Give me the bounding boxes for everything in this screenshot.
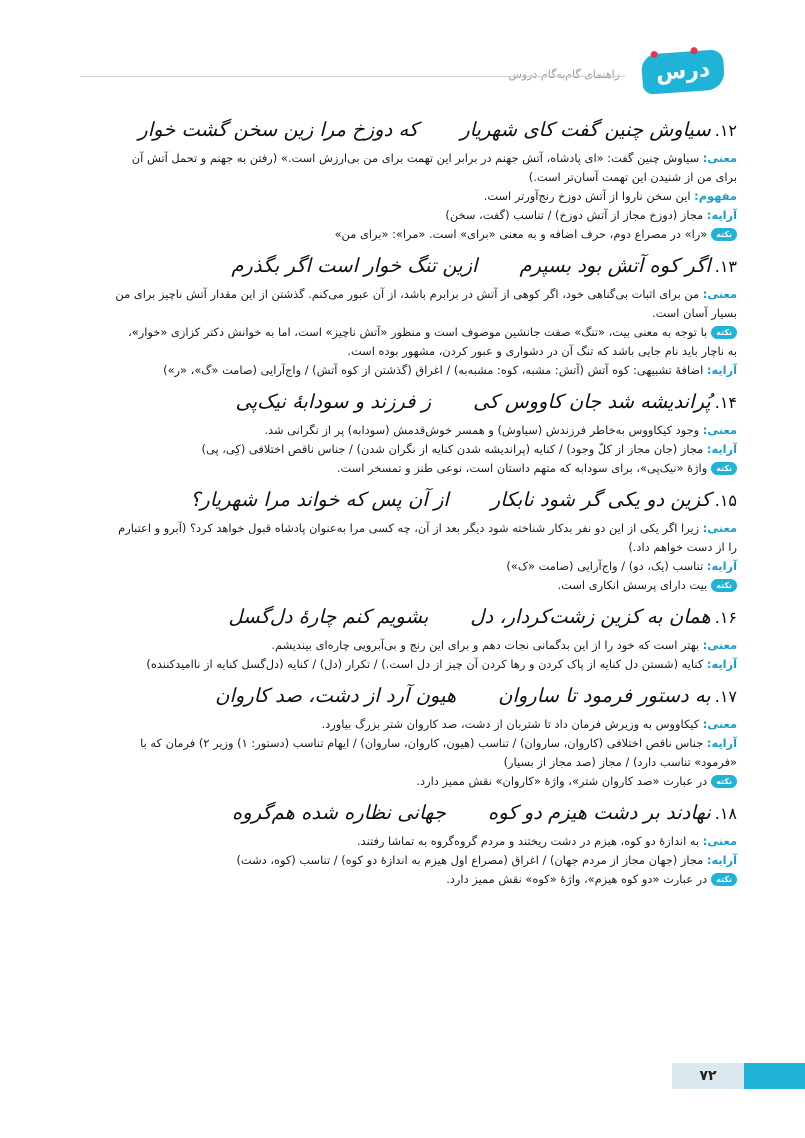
verse-line [47, 605, 737, 628]
explanation-line [47, 557, 737, 576]
page-number-strip [744, 1063, 805, 1089]
logo-dot-icon [650, 51, 657, 58]
devices-label: آرایه: [706, 853, 737, 867]
note-badge: نکته [711, 873, 737, 886]
explanation-text: زیرا اگر یکی از این دو نفر بدکار شناخته شود دیگر بعد از آن، چه کسی مرا به‌عنوان پادشاه قبول خواهد کرد؟ (آبرو و اعتبارم [118, 521, 700, 535]
verse-hemistich-1: سیاوش چنین گفت کای شهریار [460, 118, 711, 141]
note-badge: نکته [711, 228, 737, 241]
verse-block [47, 118, 737, 244]
explanation-line [47, 734, 737, 753]
verse-number: ۱۴. [714, 393, 737, 412]
verse-line [47, 254, 737, 277]
verse-hemistich-1: همان به کزین زشت‌کردار، دل [470, 605, 711, 628]
explanation-line [47, 576, 737, 595]
header-divider [80, 76, 625, 77]
devices-label: آرایه: [706, 208, 737, 222]
page-number: ۷۲ [672, 1063, 744, 1089]
explanation-text: سیاوش چنین گفت: «ای پادشاه، آتش جهنم در برابر این تهمت برای من بی‌ارزش است.» (رفتن به جهنم و تحمل آتش آن [131, 151, 700, 165]
explanation-line [47, 187, 737, 206]
verse-line [47, 684, 737, 707]
explanation-text: کنایه (شستن دل کنایه از پاک کردن و رها کردن آن چیز از دل است.) / تکرار (دل) / کنایه (دل‌گسل کنایه از ناامیدکننده) [146, 657, 704, 671]
verse-hemistich-2: جهانی نظاره شده هم‌گروه [231, 801, 446, 824]
explanation-line [47, 832, 737, 851]
verse-hemistich-2: ازین تنگ خوار است اگر بگذرم [231, 254, 478, 277]
note-badge: نکته [711, 579, 737, 592]
verse-block [47, 390, 737, 478]
verse-number: ۱۵. [714, 491, 737, 510]
verse-number: ۱۷. [714, 687, 737, 706]
logo-dot-icon [690, 47, 697, 54]
verse-number: ۱۲. [714, 121, 737, 140]
verse-hemistich-2: ز فرزند و سودابهٔ نیک‌پی [235, 390, 432, 413]
explanation-line [47, 168, 737, 187]
explanation-text: در عبارت «دو کوه هیزم»، واژهٔ «کوه» نقش ممیز دارد. [446, 872, 708, 886]
verse-hemistich-2: که دوزخ مرا زین سخن گشت خوار [138, 118, 419, 141]
explanation-text: بیت دارای پرسش انکاری است. [557, 578, 708, 592]
devices-label: آرایه: [706, 442, 737, 456]
verse-hemistich-1: اگر کوه آتش بود بسپرم [519, 254, 711, 277]
explanation-line [47, 285, 737, 304]
note-badge: نکته [711, 326, 737, 339]
meaning-label: معنی: [702, 423, 737, 437]
explanation-text: این سخن ناروا از آتش دوزخ رنج‌آورتر است. [483, 189, 691, 203]
verse-hemistich-2: هیون آرد از دشت، صد کاروان [215, 684, 457, 707]
devices-label: آرایه: [706, 363, 737, 377]
verse-hemistich-1: کزین دو یکی گر شود نابکار [490, 488, 711, 511]
explanation-line [47, 206, 737, 225]
explanation-text: مجاز (جهان مجاز از مردم جهان) / اغراق (مصراع اول هیزم به اندازهٔ دو کوه) / تناسب (کوه، دشت) [236, 853, 704, 867]
meaning-label: معنی: [702, 834, 737, 848]
explanation-text: در عبارت «صد کاروان شتر»، واژهٔ «کاروان» نقش ممیز دارد. [416, 774, 708, 788]
verse-block [47, 801, 737, 889]
verse-number: ۱۶. [714, 608, 737, 627]
explanation-text: من برای اثبات بی‌گناهی خود، اگر کوهی از آتش در برابرم باشد، از آن عبور می‌کنم. گذشتن از این مقدار آتش ناچیز برای من [115, 287, 700, 301]
explanation-line [47, 715, 737, 734]
verse-hemistich-2: از آن پس که خواند مرا شهریار؟ [189, 488, 449, 511]
note-badge: نکته [711, 775, 737, 788]
meaning-label: معنی: [702, 717, 737, 731]
explanation-line [47, 323, 737, 342]
explanation-line [47, 655, 737, 674]
concept-label: مفهوم: [694, 189, 737, 203]
explanation-text: مجاز (دوزخ مجاز از آتش دوزخ) / تناسب (گفت، سخن) [445, 208, 704, 222]
verse-block [47, 605, 737, 674]
explanation-line [47, 519, 737, 538]
explanation-text: کیکاووس به وزیرش فرمان داد تا شتربان از دشت، صد کاروان شتر بزرگ بیاورد. [321, 717, 700, 731]
header-title: راهنمای گام‌به‌گام دروس [508, 68, 620, 81]
verse-line [47, 801, 737, 824]
devices-label: آرایه: [706, 559, 737, 573]
verse-line [47, 488, 737, 511]
explanation-line [47, 361, 737, 380]
explanation-line [47, 459, 737, 478]
meaning-label: معنی: [702, 638, 737, 652]
explanation-line [47, 149, 737, 168]
explanation-text: بهتر است که خود را از این بدگمانی نجات دهم و برای این رنج و بی‌آبرویی چاره‌ای بیندیشم. [271, 638, 700, 652]
verse-number: ۱۳. [714, 257, 737, 276]
verse-block [47, 488, 737, 595]
explanation-text: برای من از شنیدن این تهمت آسان‌تر است.) [528, 170, 737, 184]
verse-hemistich-2: بشویم کنم چارهٔ دل‌گسل [228, 605, 429, 628]
meaning-label: معنی: [702, 287, 737, 301]
verse-hemistich-1: پُراندیشه شد جان کاووس کی [473, 390, 711, 413]
note-badge: نکته [711, 462, 737, 475]
explanation-text: به ناچار باید نام جایی باشد که تنگ آن در دشواری و عبور کردن، مشهور بوده است. [347, 344, 737, 358]
brand-logo [641, 49, 726, 126]
explanation-line [47, 440, 737, 459]
verse-hemistich-1: نهادند بر دشت هیزم دو کوه [487, 801, 711, 824]
verse-block [47, 254, 737, 380]
brand-logo-text: درس پرس [655, 57, 713, 126]
explanation-text: جناس ناقص اختلافی (کاروان، ساروان) / تناسب (هیون، کاروان، ساروان) / ایهام تناسب (دستور: ۱) وزیر ۲) فرمان که با [140, 736, 704, 750]
explanation-line [47, 753, 737, 772]
explanation-line [47, 538, 737, 557]
explanation-text: «فرمود» تناسب دارد) / مجاز (صد مجاز از بسیار) [503, 755, 737, 769]
explanation-text: تناسب (یک، دو) / واج‌آرایی (صامت «ک») [506, 559, 704, 573]
explanation-text: را از دست خواهم داد.) [628, 540, 737, 554]
devices-label: آرایه: [706, 736, 737, 750]
explanation-line [47, 421, 737, 440]
explanation-line [47, 304, 737, 323]
explanation-text: وجود کیکاووس به‌خاطر فرزندش (سیاوش) و همسر خوش‌قدمش (سودابه) پر از نگرانی شد. [264, 423, 700, 437]
explanation-text: بسیار آسان است. [651, 306, 737, 320]
verse-number: ۱۸. [714, 804, 737, 823]
verse-line [47, 390, 737, 413]
explanation-line [47, 636, 737, 655]
meaning-label: معنی: [702, 521, 737, 535]
explanation-text: اضافهٔ تشبیهی: کوه آتش (آتش: مشبه، کوه: مشبه‌به) / اغراق (گذشتن از کوه آتش) / واج‌آرایی (صامت «گ»، «ر») [163, 363, 704, 377]
explanation-line [47, 851, 737, 870]
devices-label: آرایه: [706, 657, 737, 671]
explanation-text: مجاز (جان مجاز از کلّ وجود) / کنایه (پراندیشه شدن کنایه از نگران شدن) / جناس ناقص اختلافی (کِی، پی) [201, 442, 704, 456]
explanation-line [47, 772, 737, 791]
explanation-text: واژهٔ «نیک‌پی»، برای سودابه که متهم داستان است، نوعی طنز و تمسخر است. [336, 461, 708, 475]
page-header [0, 52, 805, 126]
explanation-line [47, 870, 737, 889]
main-content [47, 112, 737, 899]
meaning-label: معنی: [702, 151, 737, 165]
explanation-text: به اندازهٔ دو کوه، هیزم در دشت ریختند و مردم گروه‌گروه به تماشا رفتند. [357, 834, 700, 848]
verse-block [47, 684, 737, 791]
explanation-text: با توجه به معنی بیت، «تنگ» صفت جانشین موصوف است و منظور «آتش ناچیز» است، اما به خوانش دکتر کزازی «خوار»، [128, 325, 708, 339]
explanation-line [47, 225, 737, 244]
verse-line [47, 118, 737, 141]
verse-hemistich-1: به دستور فرمود تا ساروان [498, 684, 711, 707]
explanation-text: «را» در مصراع دوم، حرف اضافه و به معنی «برای» است. «مرا»: «برای من» [334, 227, 708, 241]
explanation-line [47, 342, 737, 361]
